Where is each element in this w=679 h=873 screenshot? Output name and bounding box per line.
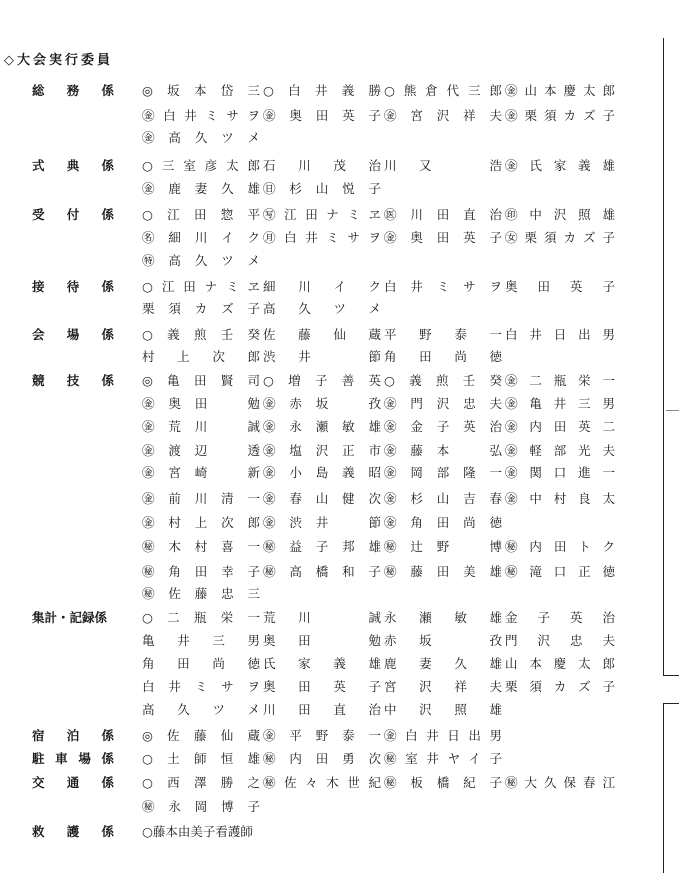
committee-member-name: ㊎赤坂 孜	[263, 396, 381, 411]
committee-role-label: 式典係	[32, 158, 114, 173]
committee-member-name: ㊩川田直治	[384, 207, 502, 222]
committee-member-name: 石川茂治	[263, 158, 381, 173]
committee-member-name: 門沢忠夫	[505, 633, 615, 648]
section-title: ◇大会実行委員	[4, 53, 113, 68]
committee-member-name: ㊔細川イク	[142, 230, 260, 245]
committee-member-name: 栗須カズ子	[505, 679, 615, 694]
committee-role-label: 集計・記録係	[32, 610, 108, 625]
committee-member-name: 村上次郎	[142, 349, 260, 364]
committee-member-name: ㊙永岡博子	[142, 799, 260, 814]
committee-member-name: ㊙佐々木世紀	[263, 775, 381, 790]
committee-member-name: ㊙内田勇次	[263, 751, 381, 766]
committee-member-name: ㊎春山健次	[263, 491, 381, 506]
committee-member-name: ㊙佐藤忠三	[142, 586, 260, 601]
committee-member-name: ㊎白井日出男	[384, 728, 502, 743]
committee-member-name: 栗須カズ子	[142, 301, 260, 316]
committee-member-name: ㊙角田幸子	[142, 564, 260, 579]
committee-member-name: ㊎宮沢祥夫	[384, 108, 502, 123]
committee-member-name: 奥田英子	[263, 679, 381, 694]
committee-member-name: ㊎村上次郎	[142, 515, 260, 530]
committee-member-name: ○土師恒雄	[142, 751, 260, 766]
committee-member-name: ㊎門沢忠夫	[384, 396, 502, 411]
committee-member-name: 赤坂 孜	[384, 633, 502, 648]
committee-member-name: 川又 浩	[384, 158, 502, 173]
committee-member-name: ㊎塩沢正市	[263, 443, 381, 458]
committee-member-name: ㊙藤田美雄	[384, 564, 502, 579]
committee-member-name: ㊎鹿妻久雄	[142, 181, 260, 196]
committee-role-label: 接待係	[32, 279, 114, 294]
committee-member-name: ○熊倉代三郎	[384, 83, 502, 98]
committee-role-label: 交通係	[32, 775, 114, 790]
committee-member-name: 奥田英子	[505, 279, 615, 294]
committee-member-name: ㊙木村喜一	[142, 539, 260, 554]
committee-member-name: ㊛栗須カズ子	[505, 230, 615, 245]
committee-member-name: ㊎栗須カズ子	[505, 108, 615, 123]
committee-role-label: 競技係	[32, 373, 114, 388]
margin-frame-upper	[663, 38, 679, 676]
committee-member-name: ㊎宮崎 新	[142, 465, 260, 480]
committee-member-name: 奥田 勉	[263, 633, 381, 648]
committee-member-name: ㊎奥田 勉	[142, 396, 260, 411]
committee-member-name: ○西澤勝之	[142, 775, 260, 790]
committee-member-name: ㊐杉山悦子	[263, 181, 381, 196]
committee-member-name: ○江田ナミヱ	[142, 279, 260, 294]
committee-member-name: ㊎軽部光夫	[505, 443, 615, 458]
committee-member-name: ㊞中沢照雄	[505, 207, 615, 222]
committee-member-name: 高久ツメ	[263, 301, 381, 316]
committee-member-name: ㊎渡辺 透	[142, 443, 260, 458]
committee-member-name: ◎佐藤仙蔵	[142, 728, 260, 743]
committee-member-name: ㊎亀井三男	[505, 396, 615, 411]
committee-member-name: 鹿妻久雄	[384, 656, 502, 671]
committee-member-name: 川田直治	[263, 702, 381, 717]
committee-member-name: ○義煎壬癸	[142, 327, 260, 342]
committee-member-name: 白井ミサヲ	[384, 279, 502, 294]
committee-member-name: 角田尚徳	[142, 656, 260, 671]
committee-member-name: 白井日出男	[505, 327, 615, 342]
committee-member-name: ㊎平野泰一	[263, 728, 381, 743]
committee-member-name: ○二瓶栄一	[142, 610, 260, 625]
committee-member-name: ㊎氏家義雄	[505, 158, 615, 173]
committee-member-name: 平野泰一	[384, 327, 502, 342]
committee-member-name: 氏家義雄	[263, 656, 381, 671]
committee-member-name: ㊎関口進一	[505, 465, 615, 480]
committee-member-name: ㊢江田ナミヱ	[263, 207, 381, 222]
committee-member-name: 白井ミサヲ	[142, 679, 260, 694]
committee-member-name: ㊎荒川 誠	[142, 419, 260, 434]
committee-member-name: ㊎内田英二	[505, 419, 615, 434]
committee-member-name: ○増子善英	[263, 373, 381, 388]
committee-member-name: ㊊白井ミサヲ	[263, 230, 381, 245]
committee-member-name: 佐藤仙蔵	[263, 327, 381, 342]
committee-member-name: ㊙辻野 博	[384, 539, 502, 554]
committee-member-name: 山本慶太郎	[505, 656, 615, 671]
committee-role-label: 会場係	[32, 327, 114, 342]
committee-member-name: ◎亀田賢司	[142, 373, 260, 388]
committee-member-name: ㊎二瓶栄一	[505, 373, 615, 388]
margin-frame-lower	[663, 703, 679, 873]
committee-member-name: ○義煎壬癸	[384, 373, 502, 388]
committee-member-name: ㊎山本慶太郎	[505, 83, 615, 98]
committee-member-name: ㊎前川清一	[142, 491, 260, 506]
committee-member-name: ㊎杉山吉春	[384, 491, 502, 506]
committee-role-label: 救護係	[32, 824, 114, 839]
committee-member-name: ㊙大久保春江	[505, 775, 615, 790]
committee-member-name: ㊎小島義昭	[263, 465, 381, 480]
committee-member-name: ○藤本由美子看護師	[142, 824, 253, 839]
committee-role-label: 駐車場係	[32, 751, 114, 766]
committee-member-name: ㊎奥田英子	[263, 108, 381, 123]
committee-member-name: ㊎金子英治	[384, 419, 502, 434]
committee-member-name: ㊙室井ヤイ子	[384, 751, 502, 766]
committee-member-name: ㊙滝口正徳	[505, 564, 615, 579]
committee-role-label: 総務係	[32, 83, 114, 98]
committee-member-name: 亀井三男	[142, 633, 260, 648]
committee-member-name: ㊙内田トク	[505, 539, 615, 554]
committee-role-label: 宿泊係	[32, 728, 114, 743]
committee-member-name: ㊎永瀬敏雄	[263, 419, 381, 434]
committee-member-name: ㊙益子邦雄	[263, 539, 381, 554]
committee-member-name: 角田尚徳	[384, 349, 502, 364]
committee-member-name: ㊎白井ミサヲ	[142, 108, 260, 123]
committee-member-name: ㊕高久ツメ	[142, 253, 260, 268]
committee-member-name: ◎坂本岱三	[142, 83, 260, 98]
committee-member-name: 永瀬敏雄	[384, 610, 502, 625]
committee-member-name: ㊎角田尚徳	[384, 515, 502, 530]
committee-member-name: ○江田惣平	[142, 207, 260, 222]
committee-member-name: 荒川 誠	[263, 610, 381, 625]
committee-member-name: 宮沢祥夫	[384, 679, 502, 694]
committee-member-name: ㊎藤本 弘	[384, 443, 502, 458]
committee-role-label: 受付係	[32, 207, 114, 222]
committee-member-name: ㊙高橋和子	[263, 564, 381, 579]
committee-member-name: ㊎奥田英子	[384, 230, 502, 245]
committee-member-name: ㊙板橋紀子	[384, 775, 502, 790]
committee-member-name: ㊎渋井 節	[263, 515, 381, 530]
committee-member-name: 高久ツメ	[142, 702, 260, 717]
committee-member-name: 金子英治	[505, 610, 615, 625]
committee-member-name: ㊎中村良太	[505, 491, 615, 506]
committee-member-name: 中沢照雄	[384, 702, 502, 717]
committee-member-name: ○白井義勝	[263, 83, 381, 98]
committee-member-name: ㊎岡部隆一	[384, 465, 502, 480]
margin-tick	[666, 410, 679, 411]
committee-member-name: 渋井 節	[263, 349, 381, 364]
committee-member-name: 細川イク	[263, 279, 381, 294]
committee-member-name: ㊎高久ツメ	[142, 130, 260, 145]
committee-member-name: ○三室彦太郎	[142, 158, 260, 173]
